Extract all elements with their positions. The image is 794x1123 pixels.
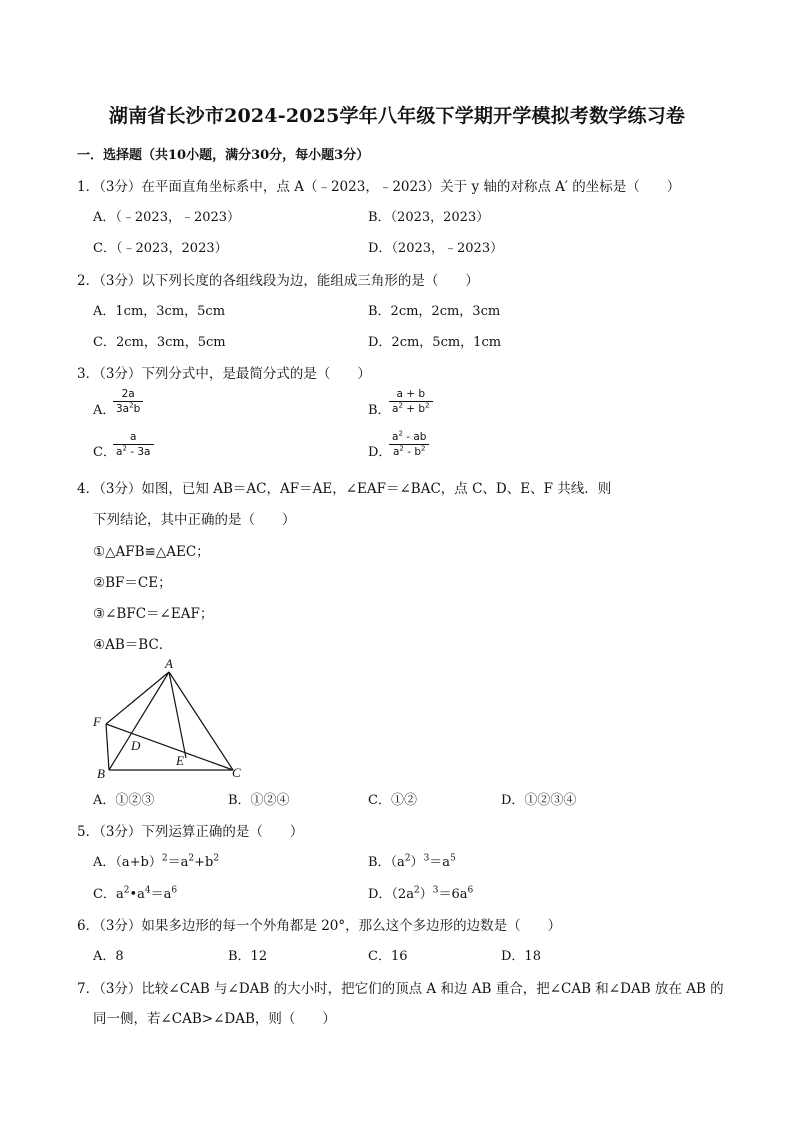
segment-ab [109,672,169,770]
point-label-c: C [232,765,241,780]
q4-option-d[interactable]: D．①②③④ [501,793,577,808]
q3-option-c[interactable]: C． [93,445,116,460]
q1-option-a[interactable]: A．（﹣2023，﹣2023） [93,210,241,225]
q5-option-a[interactable]: A．$(a+b)^2=a^2+b^2$ [93,853,220,870]
q3-stem: 3．（3分）下列分式中，是最简分式的是（ ） [77,366,371,382]
q3-option-d[interactable]: D． [368,445,392,460]
q3-fraction-c: $\frac{a}{a^2 - 3a}$ [113,431,154,458]
q5-stem: 5．（3分）下列运算正确的是（ ） [77,824,304,840]
segment-af [106,672,169,724]
q4-statement-4: ④AB＝BC． [93,637,173,653]
q5-option-d[interactable]: D．$(2a^2)^3=6a^6$ [368,885,474,902]
q6-option-b[interactable]: B．12 [228,949,268,964]
q6-option-c[interactable]: C．16 [368,949,408,964]
q1-stem: 1．（3分）在平面直角坐标系中，点 A（﹣2023，﹣2023）关于 y 轴的对称点 A′ 的坐标是（ ） [77,179,681,195]
q4-statement-1: ①△AFB≌△AEC； [93,544,210,560]
q6-stem: 6．（3分）如果多边形的每一个外角都是 20°，那么这个多边形的边数是（ ） [77,918,562,934]
point-label-b: B [97,766,105,781]
q4-option-a[interactable]: A．①②③ [93,793,155,808]
segment-fb [106,724,109,770]
q7-stem: 7．（3分）比较∠CAB 与∠DAB 的大小时，把它们的顶点 A 和边 AB 重合，把∠CAB 和∠DAB 放在 AB 的 [77,981,724,997]
point-label-f: F [93,714,101,729]
point-label-a: A [165,656,173,671]
q5-option-b[interactable]: B．$(a^2)^3=a^5$ [368,853,456,870]
q4-statement-3: ③∠BFC＝∠EAF； [93,606,214,622]
q2-option-d[interactable]: D．2cm，5cm，1cm [368,335,502,350]
segment-fc [106,724,233,770]
q7-stem-cont: 同一侧，若∠CAB>∠DAB，则（ ） [93,1011,336,1027]
q4-option-b[interactable]: B．①②④ [228,793,290,808]
q4-geometry-figure [85,652,260,782]
q2-option-b[interactable]: B．2cm，2cm，3cm [368,304,501,319]
q3-option-b[interactable]: B． [368,403,391,418]
q4-stem-cont: 下列结论，其中正确的是（ ） [93,512,296,528]
q3-option-a[interactable]: A． [93,403,116,418]
q1-option-c[interactable]: C．（﹣2023，2023） [93,241,228,256]
q4-option-c[interactable]: C．①② [368,793,417,808]
q3-fraction-d: $\frac{a^2 - ab}{a^2 - b^2}$ [389,431,429,458]
q2-option-c[interactable]: C．2cm，3cm，5cm [93,335,226,350]
q1-option-d[interactable]: D．（2023，﹣2023） [368,241,504,256]
q4-statement-2: ②BF＝CE； [93,575,172,591]
page-title: 湖南省长沙市2024-2025学年八年级下学期开学模拟考数学练习卷 [108,105,686,127]
q6-option-a[interactable]: A．8 [93,949,124,964]
q2-option-a[interactable]: A．1cm，3cm，5cm [93,304,226,319]
q3-fraction-b: $\frac{a + b}{a^2 + b^2}$ [389,388,433,415]
q2-stem: 2．（3分）以下列长度的各组线段为边，能组成三角形的是（ ） [77,273,479,289]
q3-fraction-a: $\frac{2a}{3a^2b}$ [113,388,143,415]
point-label-e: E [176,753,184,768]
section-heading: 一．选择题（共10小题，满分30分，每小题3分） [77,148,370,163]
point-label-d: D [131,738,141,753]
q5-option-c[interactable]: C．$a^2•a^4=a^6$ [93,885,178,902]
q4-stem: 4．（3分）如图，已知 AB＝AC，AF＝AE，∠EAF＝∠BAC，点 C、D、E、F 共线．则 [77,481,612,497]
q1-option-b[interactable]: B．（2023，2023） [368,210,490,225]
q6-option-d[interactable]: D．18 [501,949,541,964]
